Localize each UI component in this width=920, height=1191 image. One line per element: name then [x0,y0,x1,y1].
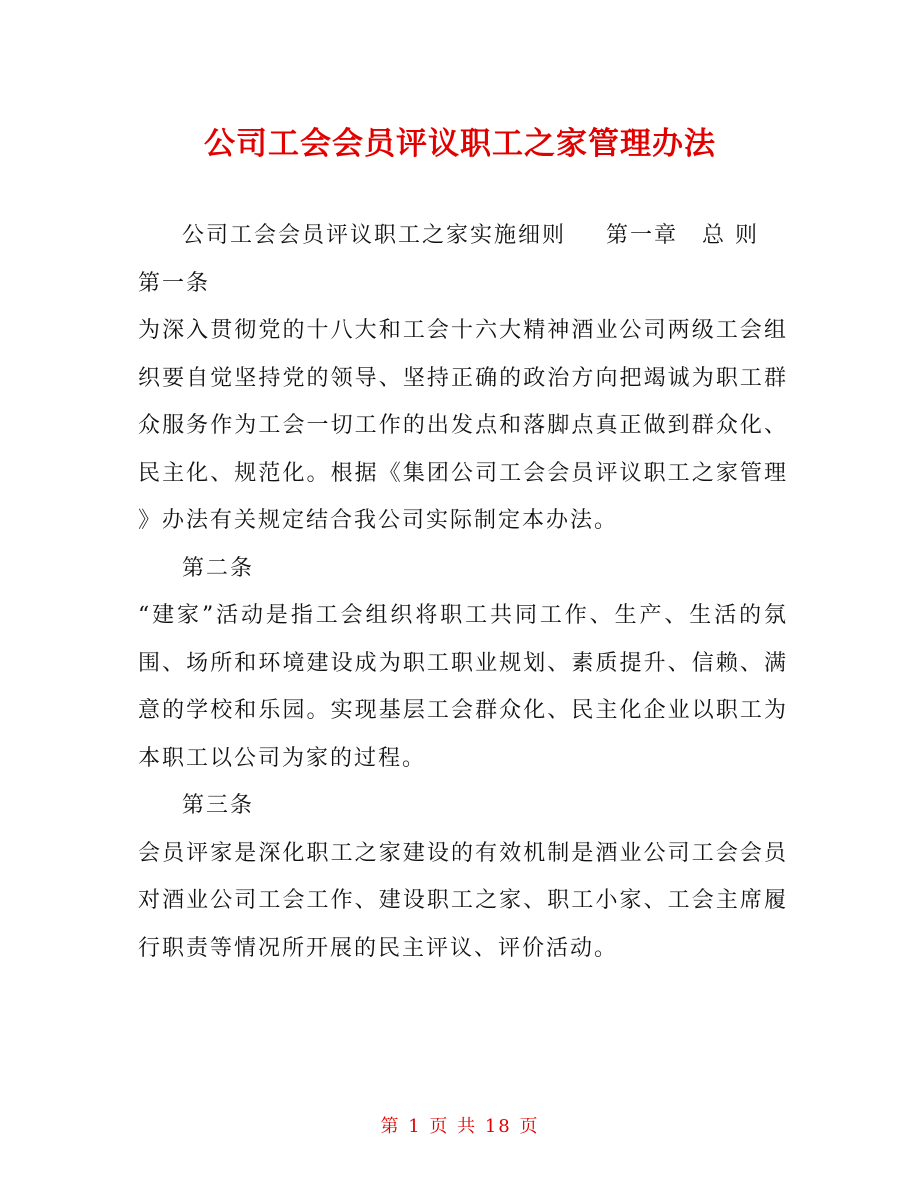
body-line: 织要自觉坚持党的领导、坚持正确的政治方向把竭诚为职工群 [138,365,788,391]
article-heading: 第三条 [182,793,255,818]
body-line: 意的学校和乐园。实现基层工会群众化、民主化企业以职工为 [138,698,788,723]
chapter-heading: 第一章 总 则 [606,223,760,248]
document-body [138,212,788,972]
body-line: 》办法有关规定结合我公司实际制定本办法。 [138,508,619,533]
article-heading: 第二条 [182,555,255,581]
page-number-footer: 第 1 页 共 18 页 [380,1116,540,1137]
body-line: 行职责等情况所开展的民主评议、评价活动。 [138,935,619,961]
intro-subtitle: 公司工会会员评议职工之家实施细则 [182,223,567,248]
body-line: “建家”活动是指工会组织将职工共同工作、生产、生活的氛 [138,603,788,628]
body-line: 民主化、规范化。根据《集团公司工会会员评议职工之家管理 [138,460,788,486]
body-line: 会员评家是深化职工之家建设的有效机制是酒业公司工会会员 [138,840,788,866]
intro-line [138,212,788,260]
body-line: 围、场所和环境建设成为职工职业规划、素质提升、信赖、满 [138,650,788,676]
paragraph-lines [138,260,788,973]
body-line: 众服务作为工会一切工作的出发点和落脚点真正做到群众化、 [138,413,788,438]
body-line: 对酒业公司工会工作、建设职工之家、职工小家、工会主席履 [138,888,788,913]
article-heading: 第一条 [138,270,211,296]
body-line: 本职工以公司为家的过程。 [138,745,427,771]
body-line: 为深入贯彻党的十八大和工会十六大精神酒业公司两级工会组 [138,318,788,343]
document-title: 公司工会会员评议职工之家管理办法 [204,126,716,162]
